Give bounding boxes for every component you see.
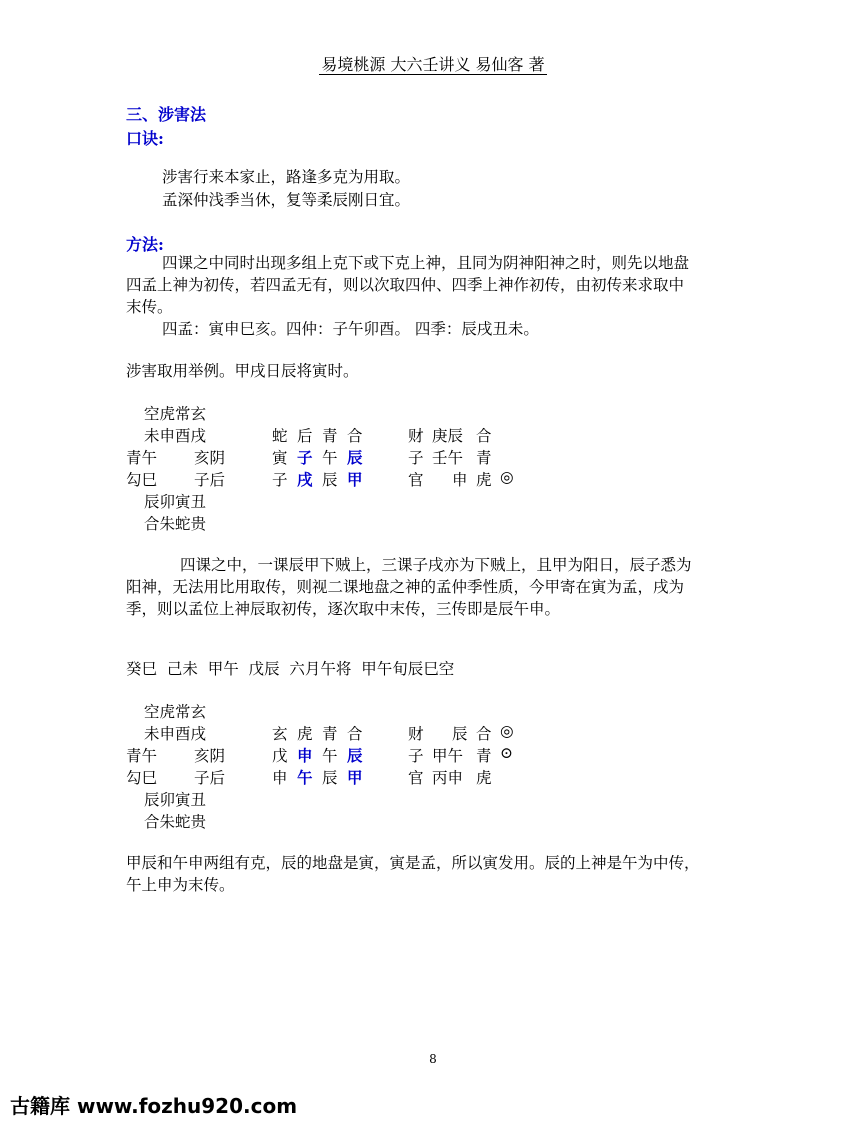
- sike-cell: 辰: [322, 769, 338, 787]
- tianpan-cell: 子后: [194, 471, 226, 489]
- sanchuan-cell: 子: [408, 747, 424, 765]
- sike-cell: 申: [272, 769, 288, 787]
- sike-cell: 后: [297, 427, 313, 445]
- sanchuan-cell: 财: [408, 427, 424, 445]
- tianpan-cell: 亥阴: [194, 449, 226, 467]
- sike-cell: 午: [322, 747, 338, 765]
- example1-explain: 阳神，无法用比用取传，则视二课地盘之神的孟仲季性质，今甲寄在寅为孟，戌为: [126, 578, 685, 596]
- sanchuan-cell: 官: [408, 769, 424, 787]
- sike-cell: 青: [322, 725, 338, 743]
- sike-cell: 子: [297, 448, 313, 467]
- fangfa-label: 方法:: [126, 235, 164, 254]
- koujue-line: 孟深仲浅季当休，复等柔辰刚日宜。: [162, 191, 411, 209]
- sanchuan-cell: 虎: [476, 769, 492, 787]
- tianpan-row: 合朱蛇贵: [144, 515, 207, 533]
- tianpan-cell: 勾巳: [126, 769, 158, 787]
- tianpan-row: 空虎常玄: [144, 405, 207, 423]
- sanchuan-cell: 丙申: [432, 769, 464, 787]
- fangfa-line: 末传。: [126, 298, 173, 316]
- sanchuan-cell: 虎: [476, 471, 492, 489]
- mark-icon: ⊙: [500, 744, 513, 762]
- sike-cell: 合: [347, 725, 363, 743]
- sike-cell: 蛇: [272, 427, 288, 445]
- sanchuan-cell: 壬午: [432, 449, 464, 467]
- example2-explain: 甲辰和午申两组有克，辰的地盘是寅，寅是孟，所以寅发用。辰的上神是午为中传，: [126, 854, 700, 872]
- sanchuan-cell: 辰: [452, 725, 468, 743]
- example1-explain: 季，则以孟位上神辰取初传，逐次取中末传，三传即是辰午申。: [126, 600, 561, 618]
- mengzhongji-line: 四孟：寅申巳亥。四仲：子午卯酉。 四季：辰戌丑未。: [162, 320, 539, 338]
- tianpan-row: 辰卯寅丑: [144, 791, 207, 809]
- fangfa-line: 四孟上神为初传，若四孟无有，则以次取四仲、四季上神作初传，由初传来求取中: [126, 276, 685, 294]
- sike-cell: 甲: [347, 768, 363, 787]
- sike-cell: 玄: [272, 725, 288, 743]
- sanchuan-cell: 申: [452, 471, 468, 489]
- sike-cell: 青: [322, 427, 338, 445]
- example1-intro: 涉害取用举例。甲戌日辰将寅时。: [126, 362, 359, 380]
- site-watermark: 古籍库 www.fozhu920.com: [10, 1094, 298, 1118]
- koujue-label: 口诀:: [126, 129, 164, 148]
- fangfa-line: 四课之中同时出现多组上克下或下克上神，且同为阴神阳神之时，则先以地盘: [162, 254, 690, 272]
- tianpan-cell: 亥阴: [194, 747, 226, 765]
- sanchuan-cell: 官: [408, 471, 424, 489]
- sike-cell: 寅: [272, 449, 288, 467]
- tianpan-row: 未申酉戌: [144, 427, 207, 445]
- tianpan-row: 辰卯寅丑: [144, 493, 207, 511]
- example2-explain: 午上申为末传。: [126, 876, 235, 894]
- sike-cell: 辰: [322, 471, 338, 489]
- sike-cell: 申: [297, 746, 313, 765]
- tianpan-row: 合朱蛇贵: [144, 813, 207, 831]
- sike-cell: 甲: [347, 470, 363, 489]
- page-number: 8: [429, 1052, 437, 1066]
- sike-cell: 戌: [297, 470, 313, 489]
- mark-icon: ◎: [500, 468, 514, 486]
- sanchuan-cell: 庚辰: [432, 427, 464, 445]
- sike-cell: 辰: [347, 746, 363, 765]
- sanchuan-cell: 合: [476, 427, 492, 445]
- sanchuan-cell: 财: [408, 725, 424, 743]
- sanchuan-cell: 青: [476, 449, 492, 467]
- example1-explain: 四课之中，一课辰甲下贼上，三课子戌亦为下贼上，且甲为阳日，辰子悉为: [180, 556, 692, 574]
- sike-cell: 戊: [272, 747, 288, 765]
- sanchuan-cell: 合: [476, 725, 492, 743]
- example2-intro: 癸巳 己未 甲午 戊辰 六月午将 甲午旬辰巳空: [126, 660, 455, 678]
- sike-cell: 子: [272, 471, 288, 489]
- tianpan-cell: 青午: [126, 747, 158, 765]
- sike-cell: 虎: [297, 725, 313, 743]
- page-header: 易境桃源 大六壬讲义 易仙客 著: [321, 55, 545, 74]
- section-title: 三、涉害法: [126, 105, 207, 124]
- tianpan-cell: 子后: [194, 769, 226, 787]
- tianpan-row: 空虎常玄: [144, 703, 207, 721]
- mark-icon: ◎: [500, 722, 514, 740]
- sike-cell: 辰: [347, 448, 363, 467]
- sike-cell: 合: [347, 427, 363, 445]
- tianpan-row: 未申酉戌: [144, 725, 207, 743]
- sanchuan-cell: 甲午: [432, 747, 464, 765]
- tianpan-cell: 勾巳: [126, 471, 158, 489]
- tianpan-cell: 青午: [126, 449, 158, 467]
- sanchuan-cell: 青: [476, 747, 492, 765]
- sanchuan-cell: 子: [408, 449, 424, 467]
- sike-cell: 午: [322, 449, 338, 467]
- sike-cell: 午: [297, 768, 313, 787]
- koujue-line: 涉害行来本家止，路逢多克为用取。: [162, 168, 411, 186]
